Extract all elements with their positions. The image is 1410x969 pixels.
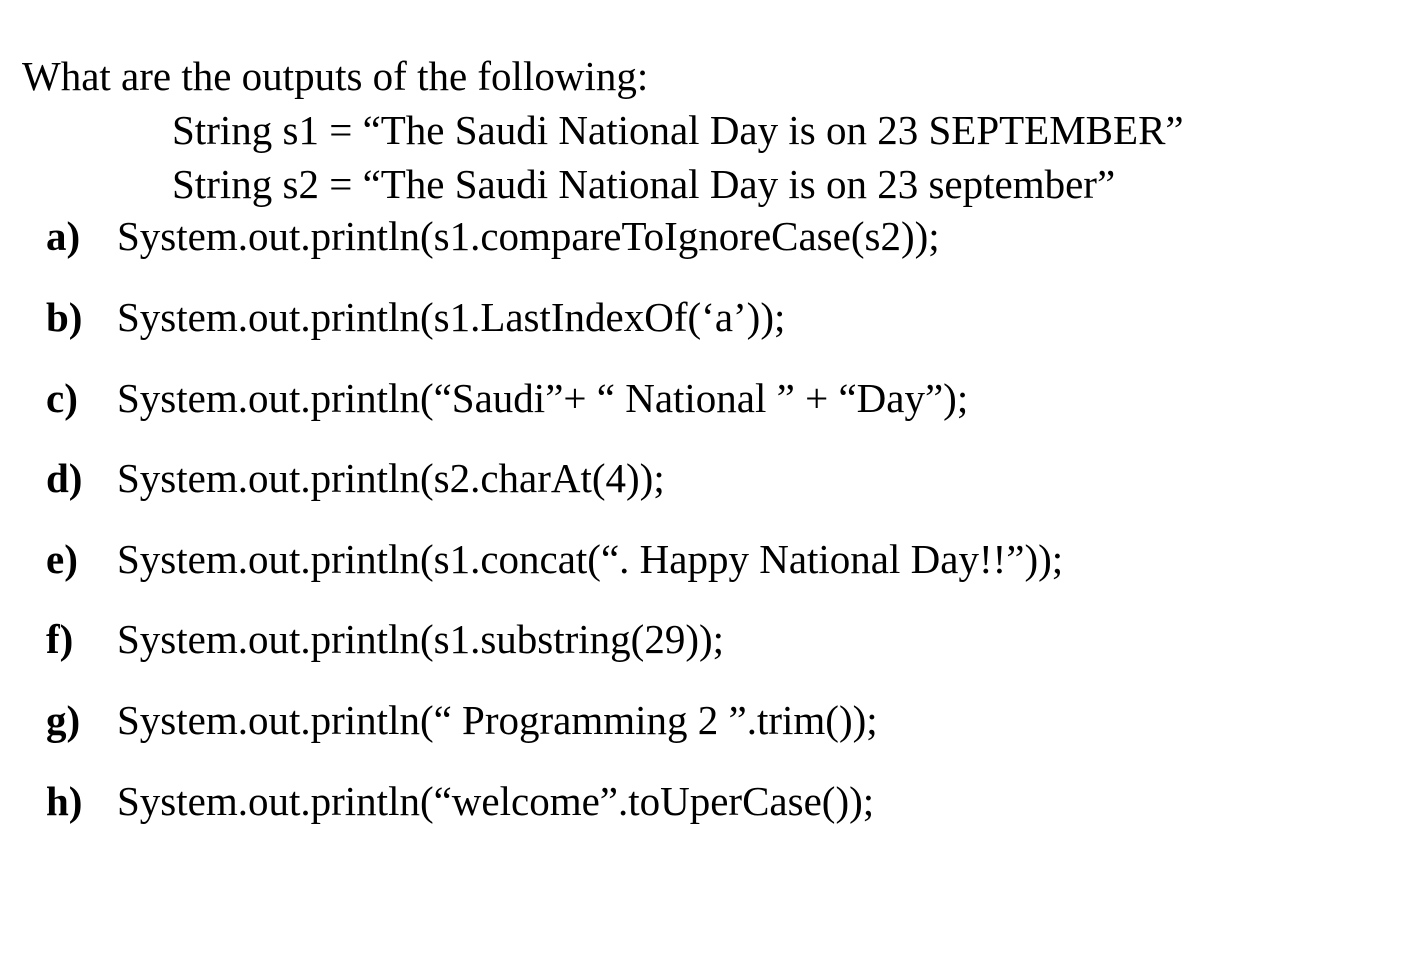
- question-item-h: [0, 777, 875, 825]
- item-label: f): [46, 616, 74, 662]
- question-item-f: [0, 615, 725, 663]
- item-code: System.out.println(“Saudi”+ “ National ” + “Day”);: [117, 375, 969, 421]
- item-label: g): [46, 697, 81, 743]
- item-label: a): [46, 213, 81, 259]
- item-code: System.out.println(s1.concat(“. Happy National Day!!”));: [117, 536, 1064, 582]
- question-item-e: [0, 535, 1064, 583]
- item-label: d): [46, 455, 83, 501]
- item-code: System.out.println(“ Programming 2 ”.trim());: [117, 697, 878, 743]
- item-code: System.out.println(s2.charAt(4));: [117, 455, 665, 501]
- item-label: h): [46, 778, 83, 824]
- question-item-a: [0, 212, 940, 260]
- item-code: System.out.println(s1.compareToIgnoreCase(s2));: [117, 213, 940, 259]
- declaration-s2: String s2 = “The Saudi National Day is on 23 september”: [172, 161, 1116, 207]
- question-item-d: [0, 454, 665, 502]
- question-item-g: [0, 696, 878, 744]
- item-code: System.out.println(“welcome”.toUperCase());: [117, 778, 875, 824]
- declaration-s1: String s1 = “The Saudi National Day is on 23 SEPTEMBER”: [172, 107, 1184, 153]
- item-code: System.out.println(s1.LastIndexOf(‘a’));: [117, 294, 786, 340]
- item-label: b): [46, 294, 83, 340]
- question-item-b: [0, 293, 786, 341]
- item-code: System.out.println(s1.substring(29));: [117, 616, 725, 662]
- question-prompt: What are the outputs of the following:: [22, 53, 649, 99]
- question-item-c: [0, 374, 969, 422]
- item-label: e): [46, 536, 78, 582]
- item-label: c): [46, 375, 78, 421]
